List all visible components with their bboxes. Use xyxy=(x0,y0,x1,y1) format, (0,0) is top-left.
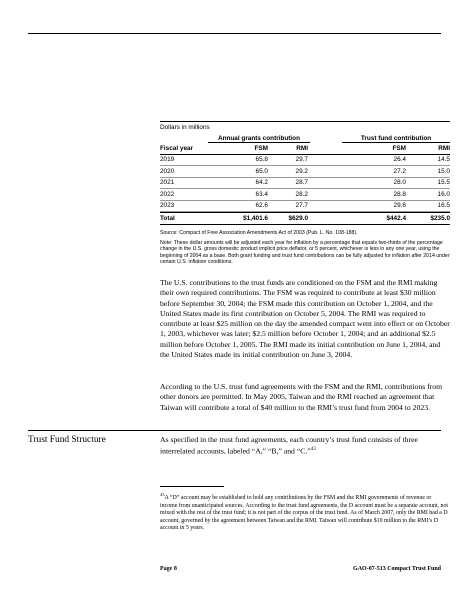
table-source: Source: Compact of Free Association Amendments Act of 2003 (Pub. L. No. 108-188). xyxy=(160,229,358,236)
table-cell: Total xyxy=(160,214,175,222)
table-cell: 29.6 xyxy=(393,202,406,210)
section-rule xyxy=(28,430,441,431)
footnote-text: A “D” account may be established to hold any contributions by the FSM and the RMI governments of revenue or income from unanticipated sources. According to the trust fund agreements, the D account must be a separate account, not mixed with the rest of the trust fund; it is not part of the corpus of the trust fund. As of March 2007, only the RMI had a D account, governed by the agreement between Taiwan and the RMI. Taiwan will contribute $10 million to the RMI’s D account in 5 years. xyxy=(160,494,449,532)
table-cell: 28.0 xyxy=(393,179,406,187)
table-cell: 64.2 xyxy=(255,179,268,187)
col-header-fiscal-year: Fiscal year xyxy=(160,144,194,152)
body-paragraph: The U.S. contributions to the trust funds are conditioned on the FSM and the RMI making their own required contributions. The FSM was required to contribute at least $30 million before September 30, 2004; the FSM made this contribution on October 1, 2004, and the United States made its first contribution on October 5, 2004. The RMI was required to contribute at least $25 million on the day the amended compact went into effect or on October 1, 2003, whichever was later; $2.5 million before October 1, 2004; and an additional $2.5 million before October 1, 2005. The RMI made its initial contribution on June 1, 2004, and the United States made its initial contribution on June 3, 2004. xyxy=(160,278,450,360)
table-cell: $1,401.6 xyxy=(243,214,268,222)
table-cell: 15.5 xyxy=(437,179,450,187)
table-row xyxy=(160,189,450,201)
col-header-rmi-grants: RMI xyxy=(296,144,308,152)
page-number: Page 8 xyxy=(160,566,177,572)
table-cell: 62.6 xyxy=(255,202,268,210)
footnote-rule xyxy=(160,486,224,487)
col-header-fsm-trust: FSM xyxy=(392,144,406,152)
table-cell: 27.7 xyxy=(295,202,308,210)
page-footer xyxy=(160,566,441,572)
table-unit-caption: Dollars in millions xyxy=(160,121,450,133)
table-group-header xyxy=(160,133,450,143)
footnote xyxy=(160,491,450,533)
group-annual-grants: Annual grants contribution xyxy=(208,135,310,143)
body-paragraph xyxy=(160,435,450,457)
table-cell: 16.0 xyxy=(437,190,450,198)
table-row xyxy=(160,155,450,167)
table-cell: 14.5 xyxy=(437,156,450,164)
col-header-fsm-grants: FSM xyxy=(254,144,268,152)
body-paragraph: According to the U.S. trust fund agreements with the FSM and the RMI, contributions from other donors are permitted. In May 2005, Taiwan and the RMI reached an agreement that Taiwan will contribute a total of $40 million to the RMI’s trust fund from 2004 to 2023. xyxy=(160,382,443,412)
table-cell: 2023 xyxy=(160,202,175,210)
header-rule xyxy=(28,33,441,34)
col-header-rmi-trust: RMI xyxy=(438,144,450,152)
table-cell: 63.4 xyxy=(255,190,268,198)
table-row xyxy=(160,178,450,190)
table-note: Note: These dollar amounts will be adjusted each year for inflation by a percentage that equals two-thirds of the percentage change in the U.S. gross domestic product implicit price deflator, or 5 percent, whichever is less in any one year, using the beginning of 2004 as a base. Both grant funding and trust fund contributions can be fully adjusted for inflation after 2014 under certain U.S. inflation conditions. xyxy=(160,239,450,266)
table-total-row xyxy=(160,212,450,225)
table-cell: 29.2 xyxy=(295,167,308,175)
table-cell: $442.4 xyxy=(386,214,406,222)
paragraph-text: As specified in the trust fund agreements, each country’s trust fund consists of three interrelated accounts, labeled “A,” “B,” and “C.” xyxy=(160,435,418,456)
table-cell: 29.7 xyxy=(295,156,308,164)
table-cell: $629.0 xyxy=(288,214,308,222)
table-cell: 16.5 xyxy=(437,202,450,210)
table-cell: 15.0 xyxy=(437,167,450,175)
table-row xyxy=(160,166,450,178)
table-cell: 28.7 xyxy=(295,179,308,187)
report-id: GAO-07-513 Compact Trust Fund xyxy=(353,566,441,572)
contribution-table xyxy=(160,121,450,266)
table-cell: 28.8 xyxy=(393,190,406,198)
table-cell: 2020 xyxy=(160,167,175,175)
footnote-reference[interactable]: 43 xyxy=(310,447,316,453)
table-cell: 2021 xyxy=(160,179,175,187)
table-cell: $235.0 xyxy=(430,214,450,222)
table-cell: 2019 xyxy=(160,156,175,164)
footnote-mark: 43 xyxy=(160,492,165,497)
table-row xyxy=(160,201,450,213)
table-header-row xyxy=(160,143,450,155)
table-cell: 26.4 xyxy=(393,156,406,164)
table-cell: 2022 xyxy=(160,190,175,198)
table-cell: 27.2 xyxy=(393,167,406,175)
table-cell: 28.2 xyxy=(295,190,308,198)
group-trust-fund: Trust fund contribution xyxy=(342,135,450,143)
section-heading: Trust Fund Structure xyxy=(28,435,106,445)
table-cell: 65.0 xyxy=(255,167,268,175)
table-cell: 65.8 xyxy=(255,156,268,164)
